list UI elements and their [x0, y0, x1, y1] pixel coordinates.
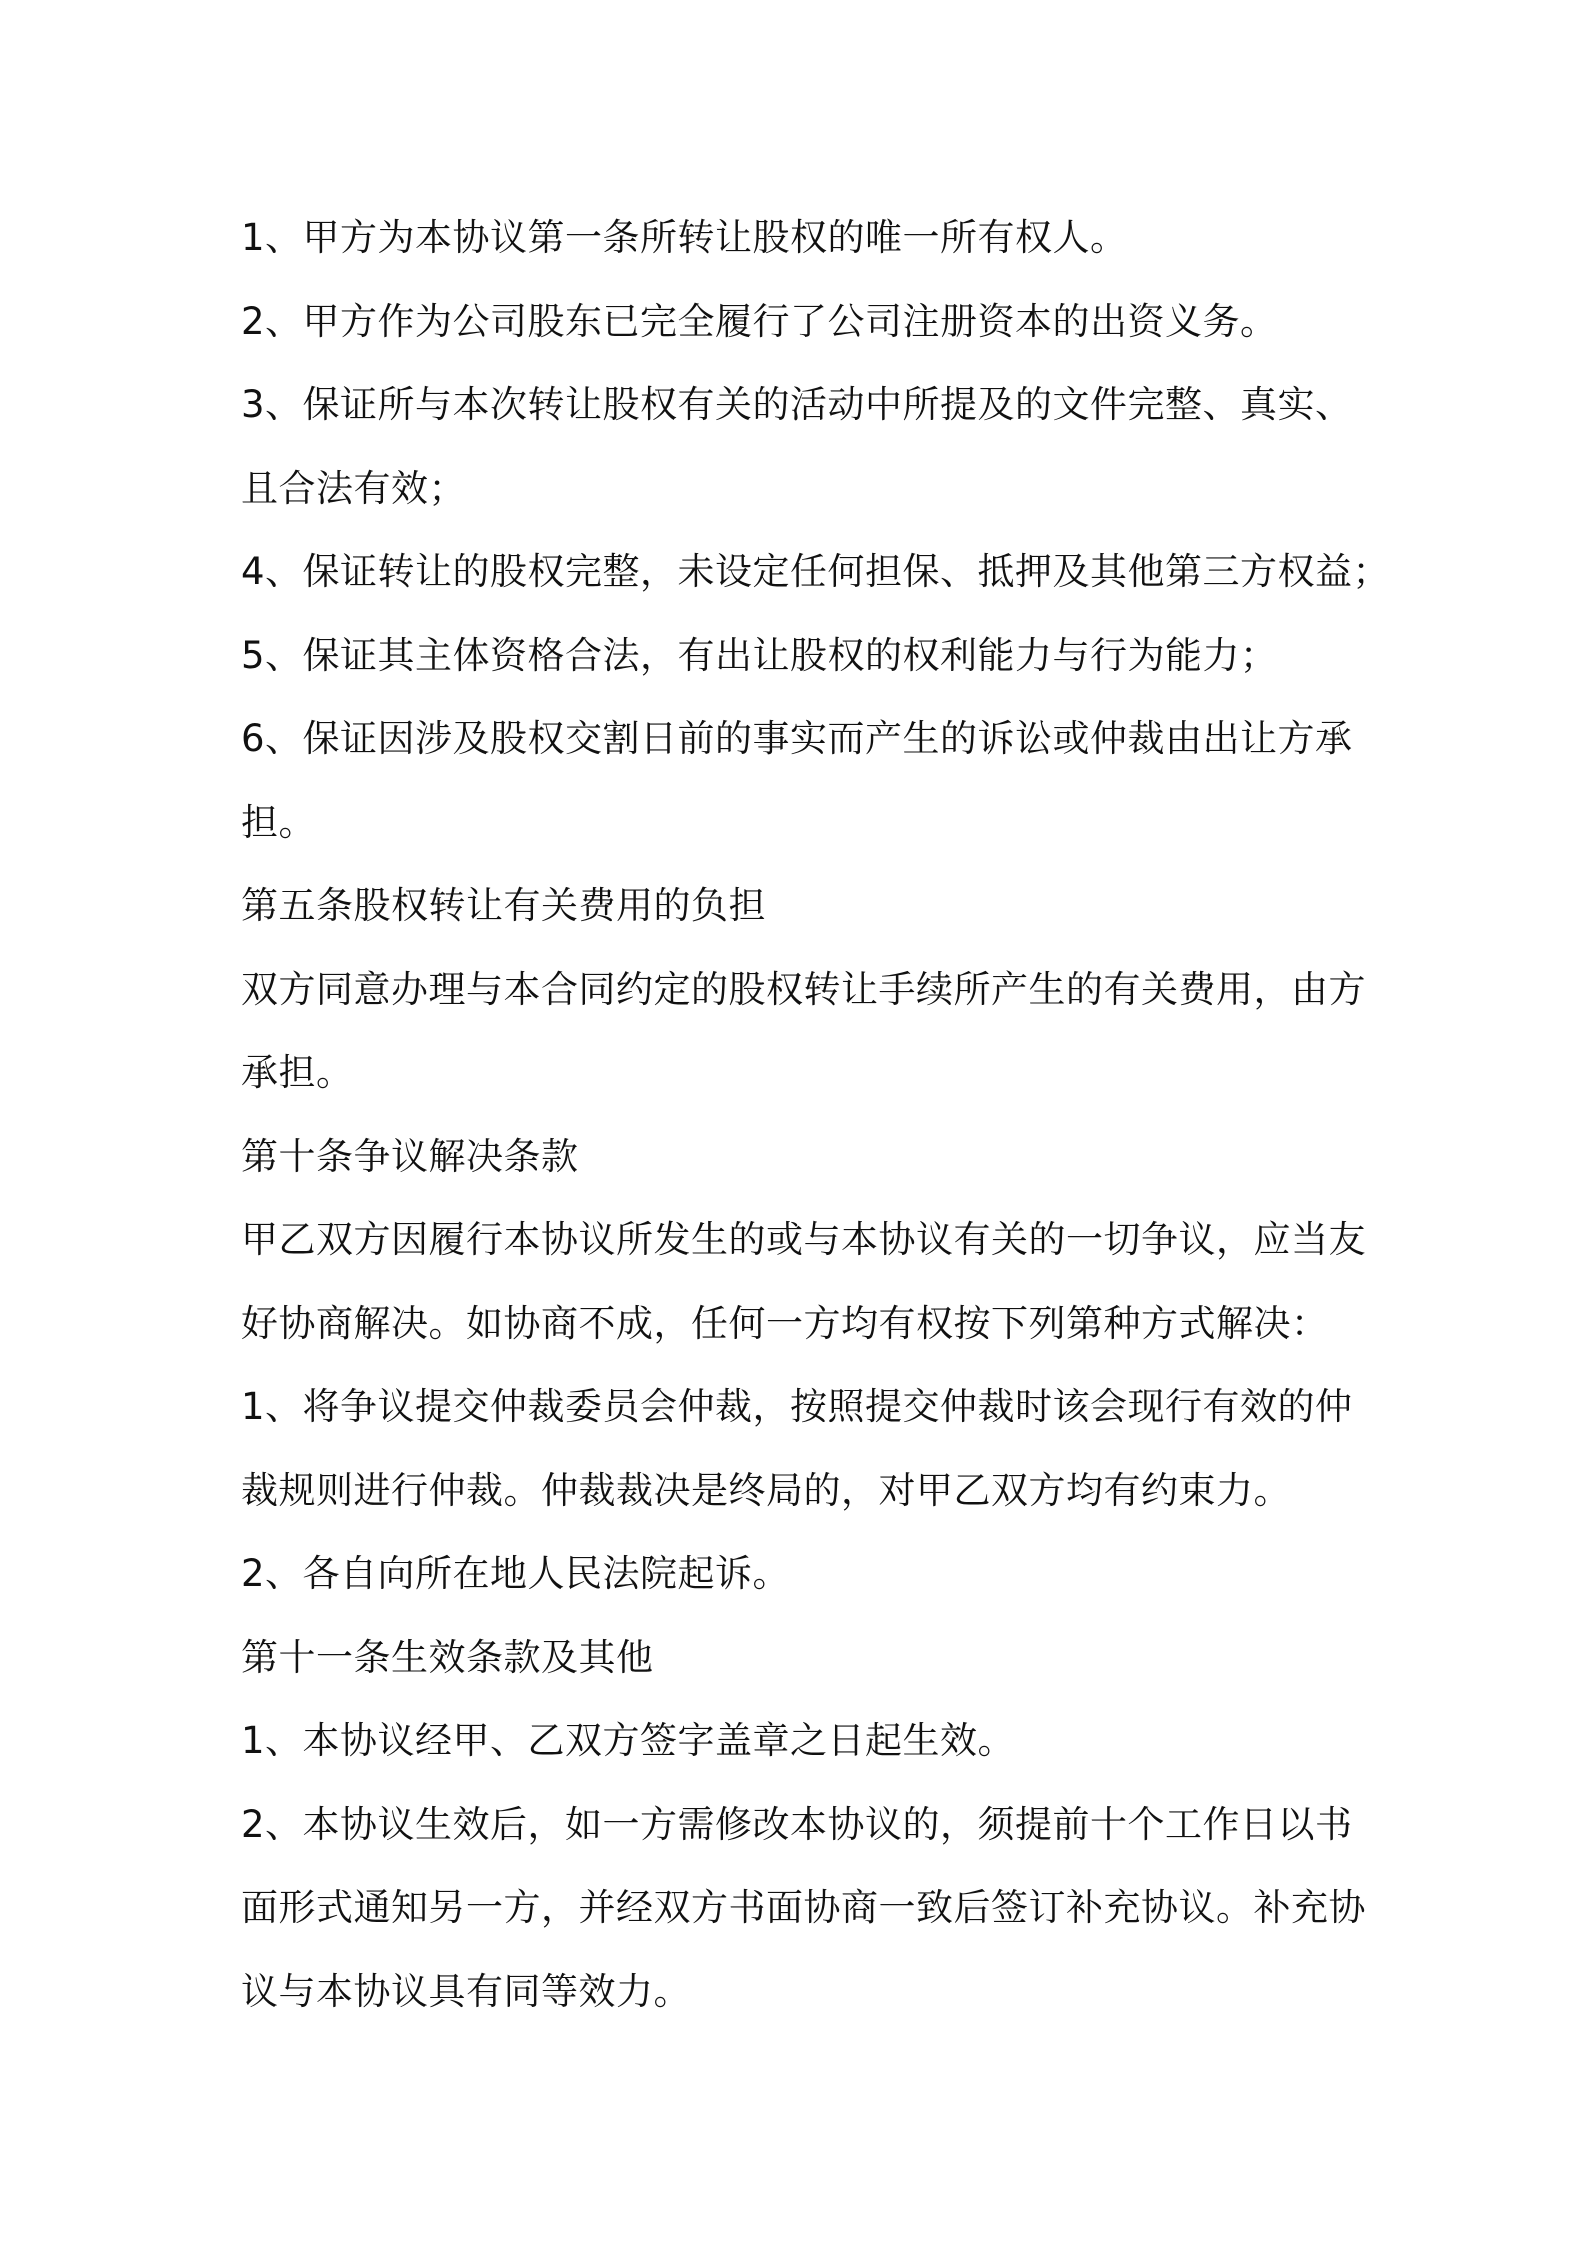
text-line: 2、甲方作为公司股东已完全履行了公司注册资本的出资义务。 [241, 299, 1278, 343]
text-line: 好协商解决。如协商不成，任何一方均有权按下列第种方式解决： [241, 1301, 1329, 1345]
text-line: 2、本协议生效后，如一方需修改本协议的，须提前十个工作日以书 [241, 1802, 1353, 1846]
text-line: 甲乙双方因履行本协议所发生的或与本协议有关的一切争议，应当友 [241, 1218, 1366, 1261]
text-line: 2、各自向所在地人民法院起诉。 [241, 1552, 791, 1595]
text-line: 双方同意办理与本合同约定的股权转让手续所产生的有关费用，由方 [241, 967, 1366, 1011]
document-body [241, 196, 1391, 2033]
text-line: 1、将争议提交仲裁委员会仲裁，按照提交仲裁时该会现行有效的仲 [241, 1385, 1353, 1428]
text-line: 承担。 [241, 1051, 354, 1094]
text-line: 1、甲方为本协议第一条所转让股权的唯一所有权人。 [241, 216, 1128, 259]
text-line: 裁规则进行仲裁。仲裁裁决是终局的，对甲乙双方均有约束力。 [241, 1468, 1291, 1512]
text-line: 5、保证其主体资格合法，有出让股权的权利能力与行为能力； [241, 633, 1278, 677]
text-line: 面形式通知另一方，并经双方书面协商一致后签订补充协议。补充协 [241, 1886, 1366, 1929]
section-heading: 第十条争议解决条款 [241, 1134, 579, 1178]
text-line: 1、本协议经甲、乙双方签字盖章之日起生效。 [241, 1719, 1016, 1762]
section-heading: 第十一条生效条款及其他 [241, 1635, 654, 1679]
text-line: 3、保证所与本次转让股权有关的活动中所提及的文件完整、真实、 [241, 383, 1353, 426]
text-line: 4、保证转让的股权完整，未设定任何担保、抵押及其他第三方权益； [241, 550, 1391, 593]
text-line: 议与本协议具有同等效力。 [241, 1969, 691, 2013]
text-line: 且合法有效； [241, 466, 466, 510]
section-heading: 第五条股权转让有关费用的负担 [241, 884, 766, 927]
text-line: 6、保证因涉及股权交割日前的事实而产生的诉讼或仲裁由出让方承 [241, 717, 1353, 760]
text-line: 担。 [241, 800, 316, 844]
